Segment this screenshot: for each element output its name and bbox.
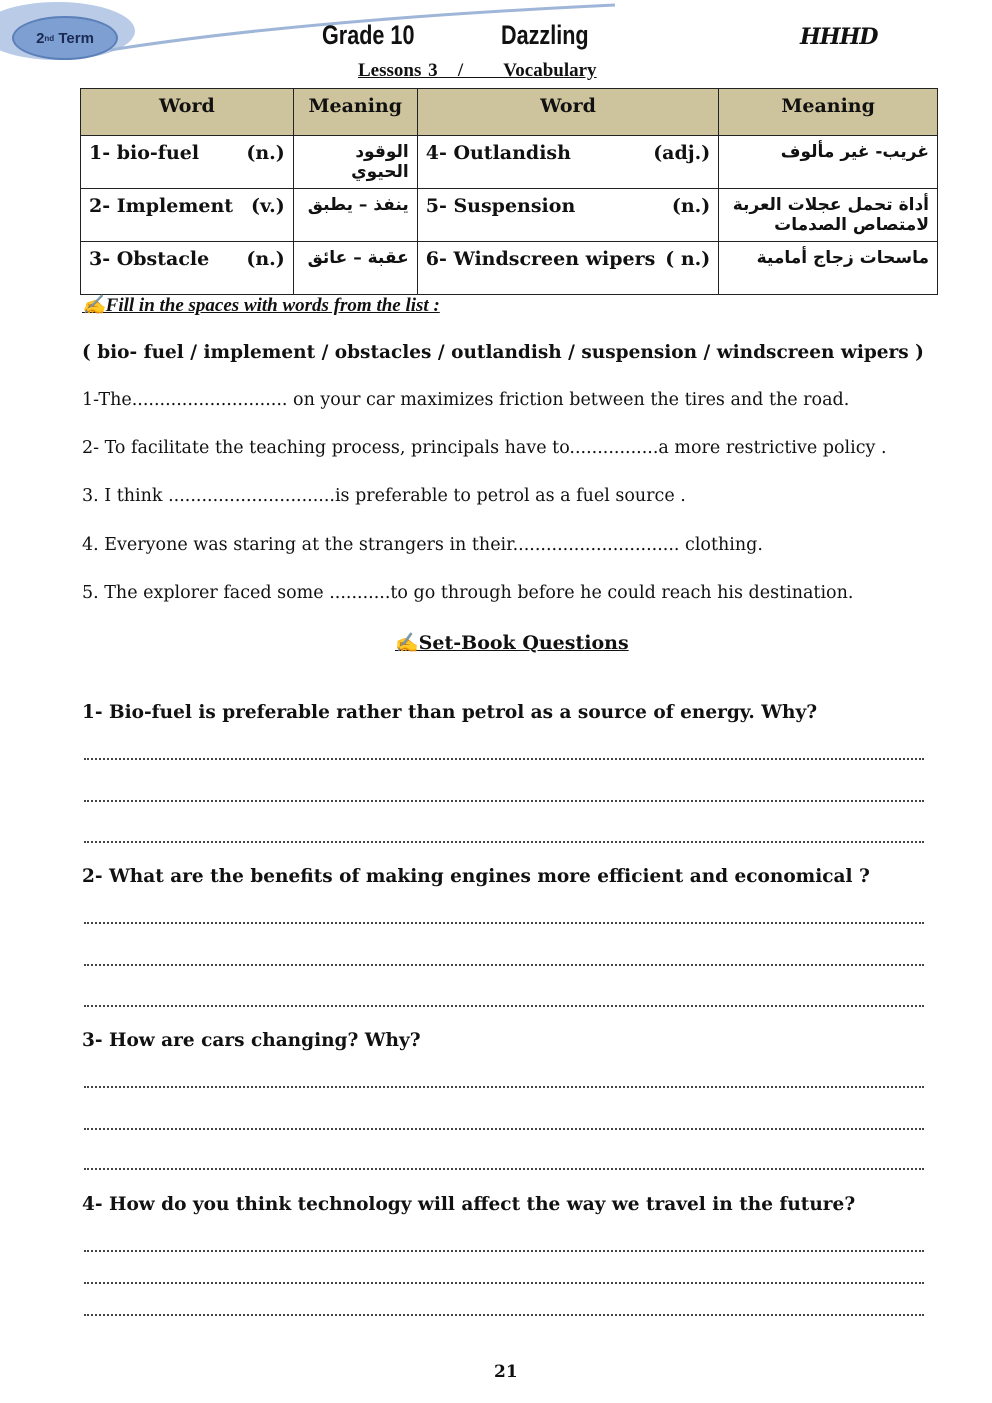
answer-line[interactable]: [84, 1282, 924, 1284]
fill-in-sentence: 4. Everyone was staring at the strangers in their.............................. clothing.: [82, 535, 763, 555]
table-row: [81, 242, 938, 295]
word: 1- bio-fuel: [89, 142, 200, 164]
meaning: أداة تحمل عجلات العربة لامتصاص الصدمات: [719, 189, 938, 242]
fill-in-sentence: 1-The............................ on your car maximizes friction between the tires and the road.: [82, 390, 850, 410]
book-title: Dazzling: [501, 20, 589, 50]
word: 5- Suspension: [425, 195, 576, 217]
part-of-speech: (n.): [246, 142, 285, 164]
header-meaning: Meaning: [719, 89, 938, 136]
term-number: 2: [36, 29, 45, 47]
word: 6- Windscreen wipers: [425, 248, 656, 270]
answer-line[interactable]: [84, 1168, 924, 1170]
part-of-speech: (n.): [671, 195, 711, 217]
question: 2- What are the benefits of making engines more efficient and economical ?: [82, 866, 870, 887]
header-word: Word: [417, 89, 719, 136]
answer-line[interactable]: [84, 922, 924, 924]
page-number: 21: [494, 1362, 518, 1382]
word-list: ( bio- fuel / implement / obstacles / outlandish / suspension / windscreen wipers ): [82, 342, 924, 363]
header-meaning: Meaning: [293, 89, 417, 136]
vocabulary-table: [80, 88, 938, 295]
fill-in-sentence: 3. I think ..............................is preferable to petrol as a fuel source .: [82, 486, 686, 506]
word: 2- Implement: [89, 195, 234, 217]
fill-in-sentence: 2- To facilitate the teaching process, principals have to................a more restrictive policy .: [82, 438, 887, 458]
question: 1- Bio-fuel is preferable rather than petrol as a source of energy. Why?: [82, 702, 818, 723]
word: 3- Obstacle: [89, 248, 210, 270]
meaning: الوقود الحيوي: [293, 136, 417, 189]
word: 4- Outlandish: [425, 142, 571, 164]
answer-line[interactable]: [84, 1250, 924, 1252]
meaning: غريب- غير مألوف: [719, 136, 938, 189]
fill-in-sentence: 5. The explorer faced some ...........to go through before he could reach his destination.: [82, 583, 854, 603]
part-of-speech: (v.): [251, 195, 285, 217]
question: 4- How do you think technology will affect the way we travel in the future?: [82, 1194, 856, 1215]
answer-line[interactable]: [84, 800, 924, 802]
exercise-instruction: ✍Fill in the spaces with words from the list :: [82, 295, 440, 316]
meaning: عقبة – عائق: [293, 242, 417, 295]
table-header-row: [81, 89, 938, 136]
table-row: [81, 189, 938, 242]
table-row: [81, 136, 938, 189]
part-of-speech: (adj.): [653, 142, 711, 164]
term-suffix: nd: [44, 33, 55, 43]
signature-logo: HHHD: [800, 24, 878, 50]
grade-title: Grade 10: [322, 20, 415, 50]
answer-line[interactable]: [84, 1314, 924, 1316]
meaning: ماسحات زجاج أمامية: [719, 242, 938, 295]
answer-line[interactable]: [84, 1128, 924, 1130]
answer-line[interactable]: [84, 1086, 924, 1088]
answer-line[interactable]: [84, 1005, 924, 1007]
meaning: ينفذ – يطبق: [293, 189, 417, 242]
answer-line[interactable]: [84, 758, 924, 760]
term-badge: [12, 16, 118, 60]
lesson-subtitle: Lessons 3 / Vocabulary: [358, 60, 597, 81]
part-of-speech: ( n.): [665, 248, 711, 270]
answer-line[interactable]: [84, 841, 924, 843]
question: 3- How are cars changing? Why?: [82, 1030, 421, 1051]
term-word: Term: [58, 29, 94, 47]
part-of-speech: (n.): [246, 248, 285, 270]
header-word: Word: [81, 89, 294, 136]
answer-line[interactable]: [84, 964, 924, 966]
set-book-heading: ✍Set-Book Questions: [395, 632, 629, 654]
